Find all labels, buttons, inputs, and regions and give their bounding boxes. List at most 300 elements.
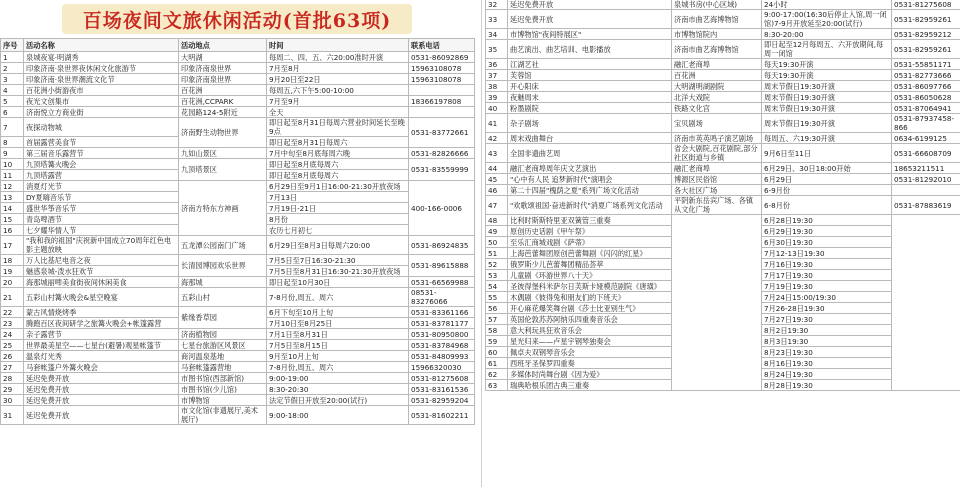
cell-phone (409, 107, 475, 118)
cell-phone: 0531-83772661 (409, 118, 475, 148)
cell-location: 省会大剧院,百花剧院,部分社区街道与乡镇 (672, 144, 762, 163)
cell-time: 每天19:30开演 (762, 70, 892, 81)
cell-phone: 0531-84809993 (409, 351, 475, 362)
cell-location: 各大社区广场 (672, 185, 762, 196)
cell-phone: 0531-87064941 (892, 103, 960, 114)
cell-no: 37 (486, 70, 508, 81)
table-row (486, 103, 960, 114)
page-title: 百场夜间文旅休闲活动(首批63项) (82, 9, 392, 32)
cell-no: 36 (486, 59, 508, 70)
table-row (486, 29, 960, 40)
cell-phone: 0531-83559999 (409, 159, 475, 181)
header-no: 序号 (1, 39, 24, 52)
cell-time: 7月至9月 (267, 96, 409, 107)
cell-name: 盛世华筝音乐节 (24, 203, 179, 214)
table-row (1, 384, 475, 395)
cell-no: 43 (486, 144, 508, 163)
cell-no: 41 (486, 114, 508, 133)
cell-name: 芙蓉馆 (508, 70, 672, 81)
table-row (486, 0, 960, 10)
cell-phone: 0531-66608709 (892, 144, 960, 163)
cell-phone: 0531-83784968 (409, 340, 475, 351)
cell-no: 31 (1, 406, 24, 425)
header-location: 活动地点 (179, 39, 267, 52)
cell-name: 瑞典哈根乐团古典三重奏 (508, 380, 672, 391)
cell-time: 7月24日15:00/19:30 (762, 292, 892, 303)
cell-time: 即日起至8月31日每周六营业时间延长至晚9点 (267, 118, 409, 137)
cell-time: 7月26-28日19:30 (762, 303, 892, 314)
cell-no: 25 (1, 340, 24, 351)
table-row (486, 10, 960, 29)
cell-no: 40 (486, 103, 508, 114)
cell-name: "我和我的祖国"庆祝新中国成立70周年红色电影主题放映 (24, 236, 179, 255)
cell-name: 开心麻花爆笑舞台剧《莎士比亚别生气》 (508, 303, 672, 314)
cell-location: 七星台旅游区风景区 (179, 340, 267, 351)
cell-phone: 0531-86050628 (892, 92, 960, 103)
cell-phone: 0531-81275608 (409, 373, 475, 384)
cell-time: 法定节假日开放至20:00(试行) (267, 395, 409, 406)
cell-phone: 400-166-0006 (409, 181, 475, 236)
cell-time: 8月16日19:30 (762, 358, 892, 369)
cell-time: 6月下旬至10月上旬 (267, 307, 409, 318)
table-row (486, 174, 960, 185)
cell-location: 济南方特东方神画 (179, 181, 267, 236)
table-row (1, 96, 475, 107)
cell-location: 花园路124-5附近 (179, 107, 267, 118)
cell-phone: 18653211511 (892, 163, 960, 174)
cell-no: 26 (1, 351, 24, 362)
table-header-row (1, 39, 475, 52)
cell-name: 英国伦敦苏苏阿纳乐四重奏音乐会 (508, 314, 672, 325)
cell-name: 蒙古风情烧烤季 (24, 307, 179, 318)
table-row (1, 373, 475, 384)
table-row (1, 181, 475, 192)
events-table-left (0, 38, 475, 425)
cell-time: 即日起至8月31日每周六 (267, 137, 409, 148)
cell-time: 每周五,六下午5:00-10:00 (267, 85, 409, 96)
cell-name: 开心阳床 (508, 81, 672, 92)
cell-phone: 0531-82959204 (409, 395, 475, 406)
table-row (1, 288, 475, 307)
cell-time: 6月29日 (762, 174, 892, 185)
cell-no: 42 (486, 133, 508, 144)
header-time: 时间 (267, 39, 409, 52)
table-row (486, 144, 960, 163)
cell-time: 7月5日至8月15日 (267, 340, 409, 351)
cell-location: 大明湖 (179, 52, 267, 63)
cell-name: 延迟免费开放 (24, 406, 179, 425)
cell-phone: 0531-83361166 (409, 307, 475, 318)
cell-phone: 0531-81602211 (409, 406, 475, 425)
cell-phone: 0531-87883619 (892, 196, 960, 215)
cell-name: 粉墨剧院 (508, 103, 672, 114)
cell-name: 融汇老商埠周年庆文艺演出 (508, 163, 672, 174)
cell-location: 九如山景区 (179, 148, 267, 159)
cell-phone: 0531-81275608 (892, 0, 960, 10)
cell-no: 1 (1, 52, 24, 63)
cell-name: 海那城丽啤美食街夜间休闲美食 (24, 277, 179, 288)
cell-name: 西班牙圣保罗四重奏 (508, 358, 672, 369)
cell-time: 6-9月份 (762, 185, 892, 196)
cell-no: 56 (486, 303, 508, 314)
cell-no: 19 (1, 266, 24, 277)
table-row (486, 81, 960, 92)
cell-name: 夜魅周末 (508, 92, 672, 103)
cell-name: "心中有人民 追梦新时代"演唱会 (508, 174, 672, 185)
table-row (486, 92, 960, 103)
table-row (1, 351, 475, 362)
cell-name: 曲艺演出、曲艺培训、电影播放 (508, 40, 672, 59)
cell-name: 上海芭蕾舞团原创芭蕾舞剧《闪闪的红星》 (508, 248, 672, 259)
cell-location: 大明湖明湖剧院 (672, 81, 762, 92)
cell-time: 全天 (267, 107, 409, 118)
cell-no: 51 (486, 248, 508, 259)
cell-time: 7-8月份,周五、周六 (267, 362, 409, 373)
cell-name: 木偶剧《彼得兔和朋友们的下班天》 (508, 292, 672, 303)
cell-time: 周末节假日19:30开演 (762, 103, 892, 114)
cell-time: 7月中旬至8月底每周六晚 (267, 148, 409, 159)
cell-name: 世界最美星空——七星台(避暑)观星帐篷节 (24, 340, 179, 351)
cell-phone: 0531-66569988 (409, 277, 475, 288)
cell-name: 多媒体时尚舞台剧《因为爱》 (508, 369, 672, 380)
cell-no: 5 (1, 96, 24, 107)
cell-location: 紫缘香草园 (179, 307, 267, 329)
right-page (485, 0, 960, 487)
cell-name: 亲子露营节 (24, 329, 179, 340)
table-row (1, 74, 475, 85)
cell-location: 长清园博园欢乐世界 (179, 255, 267, 277)
cell-no: 47 (486, 196, 508, 215)
cell-no: 39 (486, 92, 508, 103)
cell-name: 魅惑泉城-泼水狂欢节 (24, 266, 179, 277)
cell-name: 延迟免费开放 (24, 373, 179, 384)
cell-location: 济南市英英鸣子演艺剧场 (672, 133, 762, 144)
cell-no: 52 (486, 259, 508, 270)
cell-phone: 0531-86092869 (409, 52, 475, 63)
cell-name: 印象济南·泉世界夜休闲文化旅游节 (24, 63, 179, 74)
cell-no: 22 (1, 307, 24, 318)
cell-phone: 0634-6199125 (892, 133, 960, 144)
cell-location: 马套帐篷露营地 (179, 362, 267, 373)
cell-no: 63 (486, 380, 508, 391)
table-row (486, 133, 960, 144)
cell-phone: 0531-82959261 (892, 40, 960, 59)
cell-name: 济南悦立方商业街 (24, 107, 179, 118)
cell-time: 7月至8月 (267, 63, 409, 74)
cell-time: 9月至10月上旬 (267, 351, 409, 362)
table-row (1, 277, 475, 288)
cell-time: 7月5日至8月31日16:30-21:30开放夜场 (267, 266, 409, 277)
cell-no: 14 (1, 203, 24, 214)
cell-no: 34 (486, 29, 508, 40)
cell-time: 9:00-17:00(16:30后停止入馆,周一闭馆)7-9月开放延至20:00(试行) (762, 10, 892, 29)
cell-time: 6月29日19:30 (762, 226, 892, 237)
cell-time: 周末节假日19:30开演 (762, 114, 892, 133)
cell-name: 消夏灯光节 (24, 181, 179, 192)
cell-name: 九顶塔篝火晚会 (24, 159, 179, 170)
cell-name: 比利时斯斯特里亚双簧管三重奏 (508, 215, 672, 226)
cell-time: 每天19:30开演 (762, 59, 892, 70)
cell-name: 杂子剧场 (508, 114, 672, 133)
cell-no: 15 (1, 214, 24, 225)
cell-no: 10 (1, 159, 24, 170)
table-row (1, 406, 475, 425)
cell-no: 48 (486, 215, 508, 226)
cell-no: 13 (1, 192, 24, 203)
table-row (1, 118, 475, 137)
cell-time: 7月19日19:30 (762, 281, 892, 292)
cell-location: 泉城书房(中心区域) (672, 0, 762, 10)
cell-name: 圣彼得堡科米萨尔日芙斯卡娅模范剧院《唐璜》 (508, 281, 672, 292)
cell-location: 商河温泉基地 (179, 351, 267, 362)
cell-phone: 0531-87937458-866 (892, 114, 960, 133)
cell-time: 8:30-20:30 (267, 384, 409, 395)
cell-time: 7月27日19:30 (762, 314, 892, 325)
cell-time: 7月16日19:30 (762, 259, 892, 270)
cell-location (672, 215, 762, 391)
cell-no: 54 (486, 281, 508, 292)
events-table-right (485, 0, 960, 391)
table-row (1, 329, 475, 340)
cell-name: 延迟免费开放 (508, 10, 672, 29)
cell-name: 俄罗斯少儿芭蕾舞团精品荟萃 (508, 259, 672, 270)
cell-location: 博源区民俗馆 (672, 174, 762, 185)
cell-name: 夜光文创集市 (24, 96, 179, 107)
cell-location: 济南植物园 (179, 329, 267, 340)
cell-no: 20 (1, 277, 24, 288)
cell-no: 57 (486, 314, 508, 325)
table-row (1, 52, 475, 63)
table-row (486, 114, 960, 133)
cell-no: 33 (486, 10, 508, 29)
cell-name: 七夕耀华情人节 (24, 225, 179, 236)
table-row (486, 215, 960, 226)
cell-phone: 18366197808 (409, 96, 475, 107)
cell-time: 7-8月份,周五、周六 (267, 288, 409, 307)
cell-time: 6月29日、30日18:00开始 (762, 163, 892, 174)
cell-name: 延迟免费开放 (24, 395, 179, 406)
cell-name: 意大利玩具狂欢音乐会 (508, 325, 672, 336)
cell-no: 50 (486, 237, 508, 248)
cell-location: 铁路文化宫 (672, 103, 762, 114)
cell-time: 8月份 (267, 214, 409, 225)
cell-location: 印象济南泉世界 (179, 63, 267, 74)
cell-phone (409, 85, 475, 96)
cell-phone: 0531-55851171 (892, 59, 960, 70)
cell-name: DY夏嗨音乐节 (24, 192, 179, 203)
cell-time: 农历七月初七 (267, 225, 409, 236)
header-phone: 联系电话 (409, 39, 475, 52)
cell-location: 五龙潭公园南门广场 (179, 236, 267, 255)
cell-name: 延迟免费开放 (508, 0, 672, 10)
cell-name: 原创历史话剧《甲午祭》 (508, 226, 672, 237)
cell-no: 58 (486, 325, 508, 336)
cell-name: 青岛啤酒节 (24, 214, 179, 225)
table-row (1, 307, 475, 318)
left-page (0, 0, 477, 487)
cell-name: 延迟免费开放 (24, 384, 179, 395)
cell-time: 8月2日19:30 (762, 325, 892, 336)
cell-time: 周末节假日19:30开演 (762, 92, 892, 103)
cell-no: 28 (1, 373, 24, 384)
cell-location: 济南市曲艺海博物馆 (672, 40, 762, 59)
cell-location: 济南市曲艺海博物馆 (672, 10, 762, 29)
cell-no: 32 (486, 0, 508, 10)
table-row (486, 70, 960, 81)
cell-time: 6-8月份 (762, 196, 892, 215)
cell-no: 38 (486, 81, 508, 92)
cell-no: 4 (1, 85, 24, 96)
cell-no: 29 (1, 384, 24, 395)
cell-no: 55 (486, 292, 508, 303)
cell-no: 62 (486, 369, 508, 380)
cell-time: 即日起至10月30日 (267, 277, 409, 288)
cell-name: 马套帐篷户外篝火晚会 (24, 362, 179, 373)
cell-location: 印象济南泉世界 (179, 74, 267, 85)
cell-name: "欢歌颂祖国·奋进新时代"消夏广场系列文化活动 (508, 196, 672, 215)
cell-no: 16 (1, 225, 24, 236)
cell-name: 腾跑百区夜间研学之旅篝火晚会+帐篷露营 (24, 318, 179, 329)
cell-time: 7月10日至8月25日 (267, 318, 409, 329)
cell-time: 即日起至12月每周五、六开放期间,每周一闭馆 (762, 40, 892, 59)
cell-name: 儿童剧《环游世界八十天》 (508, 270, 672, 281)
cell-no: 27 (1, 362, 24, 373)
table-row (1, 148, 475, 159)
cell-time: 7月1日至8月31日 (267, 329, 409, 340)
cell-no: 7 (1, 118, 24, 137)
cell-name: 夜探动物城 (24, 118, 179, 137)
cell-no: 35 (486, 40, 508, 59)
cell-time: 8月3日19:30 (762, 336, 892, 347)
cell-no: 61 (486, 358, 508, 369)
table-row (1, 85, 475, 96)
cell-phone: 15963108078 (409, 74, 475, 85)
cell-name: 市博物馆"夜间特展区" (508, 29, 672, 40)
cell-location: 市博物馆 (179, 395, 267, 406)
cell-phone: 0531-82959212 (892, 29, 960, 40)
table-row (1, 362, 475, 373)
cell-phone (892, 215, 960, 391)
cell-no: 46 (486, 185, 508, 196)
cell-no: 24 (1, 329, 24, 340)
cell-phone: 0531-86924835 (409, 236, 475, 255)
cell-time: 即日起至8月底每周六 (267, 159, 409, 170)
table-row (1, 340, 475, 351)
cell-time: 6月30日19:30 (762, 237, 892, 248)
cell-name: 万人比基尼电音之夜 (24, 255, 179, 266)
cell-name: 周末戏曲舞台 (508, 133, 672, 144)
header-name: 活动名称 (24, 39, 179, 52)
cell-phone: 0531-82826666 (409, 148, 475, 159)
table-row (486, 163, 960, 174)
table-row (1, 395, 475, 406)
cell-no: 17 (1, 236, 24, 255)
cell-time: 8月24日19:30 (762, 369, 892, 380)
table-row (486, 185, 960, 196)
cell-time: 7月5日至7日16:30-21:30 (267, 255, 409, 266)
cell-no: 18 (1, 255, 24, 266)
title-banner (62, 4, 412, 34)
cell-time: 9月6日至11日 (762, 144, 892, 163)
cell-location: 百花洲 (179, 85, 267, 96)
cell-time: 周末节假日19:30开演 (762, 81, 892, 92)
table-row (1, 236, 475, 255)
cell-phone: 15963108078 (409, 63, 475, 74)
cell-name: 星光归来——卢星宇钢琴独奏会 (508, 336, 672, 347)
cell-location: 市图书馆(少儿馆) (179, 384, 267, 395)
cell-phone: 15966320030 (409, 362, 475, 373)
cell-no: 21 (1, 288, 24, 307)
cell-time: 24小时 (762, 0, 892, 10)
cell-location: 五彩山村 (179, 288, 267, 307)
cell-location: 九顶塔景区 (179, 159, 267, 181)
cell-no: 45 (486, 174, 508, 185)
cell-name: 印象济南·泉世界潮流文化节 (24, 74, 179, 85)
cell-time: 7月17日19:30 (762, 270, 892, 281)
table-row (1, 159, 475, 170)
cell-time: 8月23日19:30 (762, 347, 892, 358)
page-divider (481, 0, 482, 487)
cell-no: 2 (1, 63, 24, 74)
cell-name: 全国非遗曲艺周 (508, 144, 672, 163)
cell-name: 百花洲小街游夜市 (24, 85, 179, 96)
cell-phone: 0531-83161536 (409, 384, 475, 395)
cell-location: 海那城 (179, 277, 267, 288)
cell-phone: 0531-83781177 (409, 318, 475, 329)
cell-no: 44 (486, 163, 508, 174)
table-row (1, 107, 475, 118)
cell-phone: 0531-82959261 (892, 10, 960, 29)
table-row (1, 255, 475, 266)
cell-phone: 08531-83276066 (409, 288, 475, 307)
cell-no: 53 (486, 270, 508, 281)
cell-phone: 0531-89615888 (409, 255, 475, 277)
cell-location: 北洋大戏院 (672, 92, 762, 103)
cell-location: 平阴新东岳宾广场、各镇从文化广场 (672, 196, 762, 215)
cell-no: 9 (1, 148, 24, 159)
cell-location: 宝贝剧场 (672, 114, 762, 133)
cell-no: 49 (486, 226, 508, 237)
cell-phone: 0531-80950800 (409, 329, 475, 340)
cell-location: 融汇老商埠 (672, 163, 762, 174)
cell-no: 11 (1, 170, 24, 181)
cell-no: 59 (486, 336, 508, 347)
cell-no: 60 (486, 347, 508, 358)
cell-no: 3 (1, 74, 24, 85)
cell-location: 融汇老商埠 (672, 59, 762, 70)
table-row (486, 40, 960, 59)
cell-time: 9:00-19:00 (267, 373, 409, 384)
cell-no: 23 (1, 318, 24, 329)
cell-time: 8月28日19:30 (762, 380, 892, 391)
cell-name: 至乐汇商城戏剧《萨蒂》 (508, 237, 672, 248)
cell-time: 即日起至8月底每周六 (267, 170, 409, 181)
cell-location: 市图书馆(西部新馆) (179, 373, 267, 384)
cell-no: 30 (1, 395, 24, 406)
cell-time: 7月19日-21日 (267, 203, 409, 214)
table-row (1, 63, 475, 74)
cell-name: 温泉灯光秀 (24, 351, 179, 362)
cell-time: 每周五、六19:30开演 (762, 133, 892, 144)
cell-location: 百花洲 (672, 70, 762, 81)
cell-name: 九顶塔露营 (24, 170, 179, 181)
cell-phone: 0531-82773666 (892, 70, 960, 81)
cell-phone (892, 185, 960, 196)
cell-time: 7月12-13日19:30 (762, 248, 892, 259)
cell-name: 江湖艺社 (508, 59, 672, 70)
cell-location: 济南野生动物世界 (179, 118, 267, 148)
cell-name: 第三届音乐露营节 (24, 148, 179, 159)
